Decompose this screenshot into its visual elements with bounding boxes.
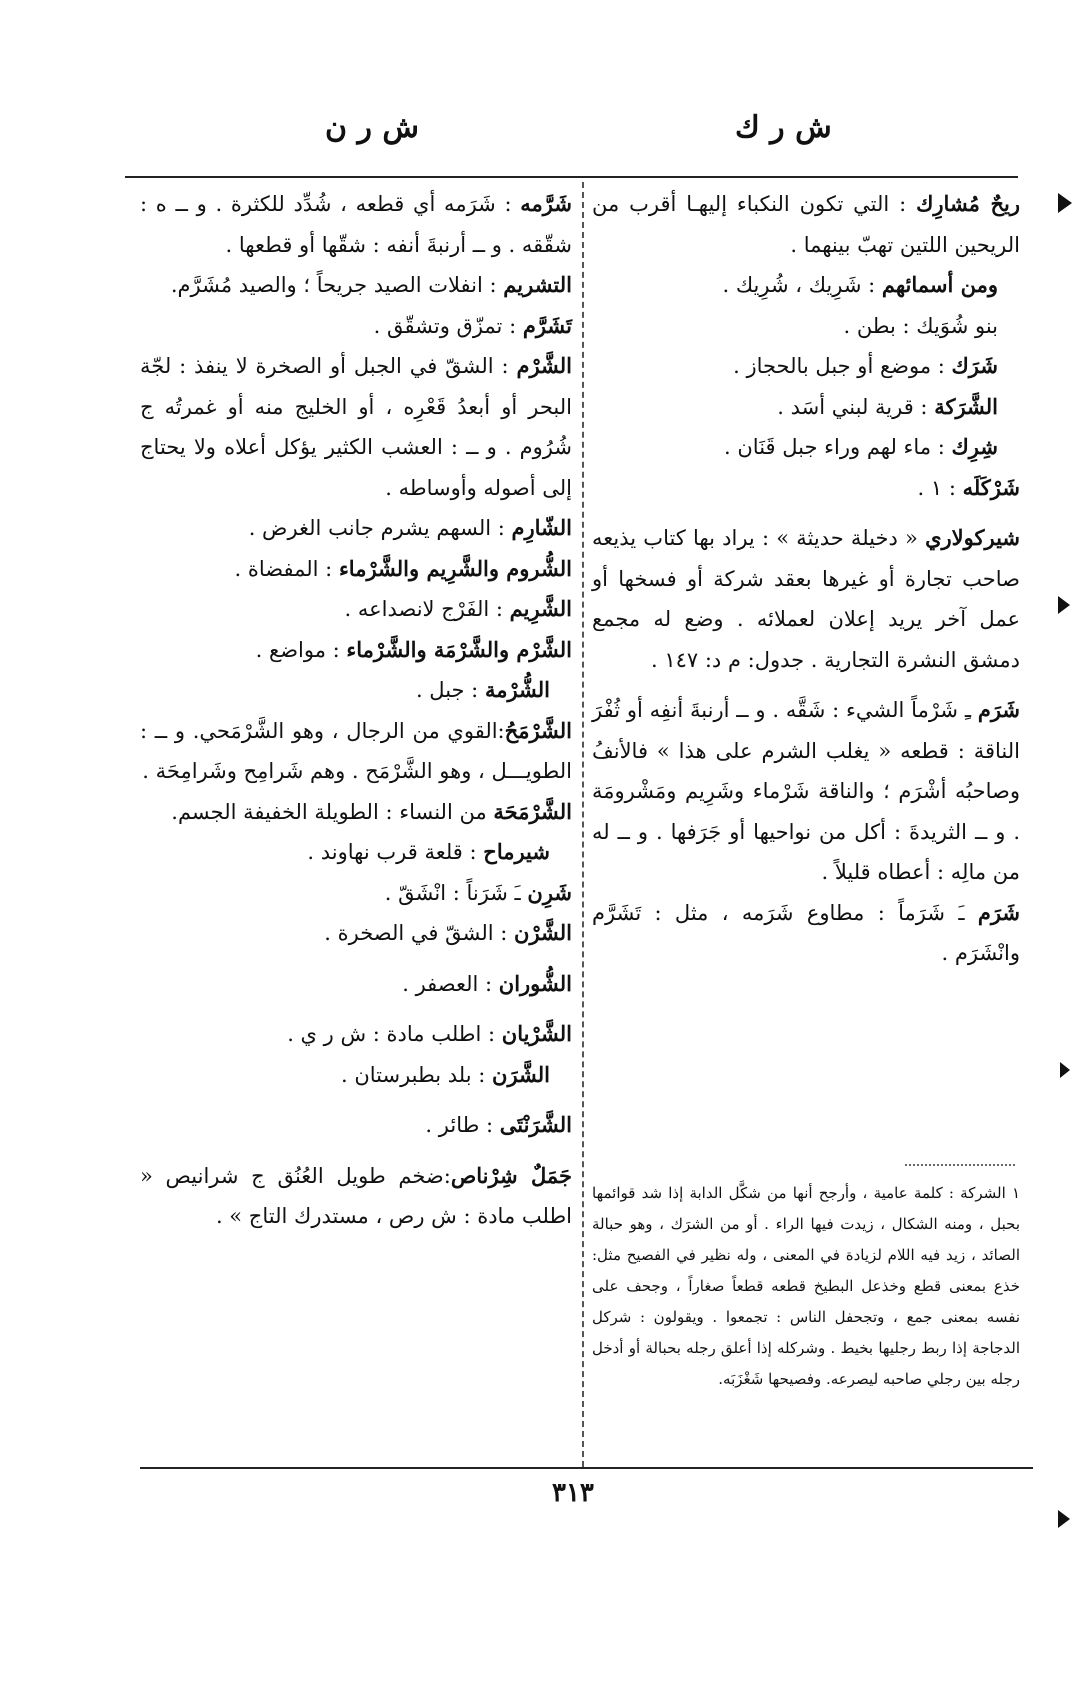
entry-text: بنو شُوَيك : بطن . — [843, 313, 998, 338]
bottom-rule — [140, 1467, 1033, 1469]
entry — [140, 711, 572, 792]
margin-mark — [1058, 1510, 1070, 1528]
margin-mark — [1060, 1062, 1070, 1078]
page-number: ٣١٣ — [552, 1478, 594, 1508]
entry-text: : تمزّق وتشقّق . — [373, 313, 523, 338]
entry-head: شَرَّمه — [520, 191, 572, 216]
entry-text: من النساء : الطويلة الخفيفة الجسم. — [171, 799, 494, 824]
entry-head: الشَّرْمَحُ — [504, 717, 572, 743]
entry-head: الشُّروم والشَّرِيم والشَّرْماء — [338, 555, 572, 581]
entry — [140, 792, 572, 833]
entry-head: شَرَك — [951, 353, 998, 378]
entry-head: الشّارِم — [511, 515, 572, 540]
entry — [592, 468, 1020, 509]
entry-head: شِرِك — [951, 434, 998, 459]
entry-head: الشَّرْن — [514, 920, 572, 945]
running-header-right: ش ر ك — [735, 110, 832, 145]
footnote — [592, 1178, 1020, 1395]
entry-head: شَرِن — [527, 879, 572, 905]
entry — [592, 690, 1020, 893]
entry-text: : طائر . — [425, 1113, 500, 1137]
entry-head: شيركولاري — [925, 525, 1020, 550]
entry — [592, 518, 1020, 680]
entry — [592, 893, 1020, 974]
entry-text: : التي تكون النكباء إليهـا أقرب من الريحين اللتين تهبّ بينهما . — [592, 192, 1020, 257]
entry-text: : الفَرْج لانصداعه . — [344, 597, 510, 621]
entry-head: الشَّرَنْتَى — [499, 1112, 572, 1137]
entry-head: الشَّرْمَحَة — [493, 798, 572, 824]
entry — [592, 387, 1020, 428]
entry — [140, 1156, 572, 1237]
entry-text: : قرية لبني أسَد . — [777, 394, 935, 419]
entry-text: ـَ شَرَناً : انْشَقّ . — [384, 880, 528, 905]
entry-head: جَمَلٌ شِرْناص — [450, 1162, 573, 1188]
entry — [140, 184, 572, 265]
entry — [140, 589, 572, 630]
entry — [140, 508, 572, 549]
entry-text: : شَرَمه أي قطعه ، شُدِّد للكثرة . و ــ ه : شقّقه . و ــ أرنبةَ أنفه : شقّها أو قطعها . — [140, 192, 572, 257]
entry — [592, 427, 1020, 468]
entry-head: شَرْكَلَه — [962, 474, 1020, 500]
column-divider — [582, 182, 584, 1467]
entry — [592, 265, 1020, 306]
entry-text: : الشقّ في الجبل أو الصخرة لا ينفذ : لجّة البحر أو أبعدُ قَعْرِه ، أو الخليج منه أو غمرتُه ج شُرُوم . و ــ : العشب الكثير يؤكل أعلاه ولا يحتاج إلى أصوله وأوساطه . — [140, 354, 572, 500]
entry-text: : شَرِيك ، شُرِيك . — [722, 273, 882, 297]
entry-text: : المفضاة . — [234, 556, 339, 581]
entry-text: : قلعة قرب نهاوند . — [307, 840, 484, 864]
entry-text: : مواضع . — [255, 637, 347, 662]
entry — [140, 1055, 572, 1096]
entry — [140, 1014, 572, 1055]
entry-head: ومن أسمائهم — [881, 272, 998, 297]
entry-head: الشَّرْم — [516, 353, 572, 378]
entry — [592, 184, 1020, 265]
entry — [592, 346, 1020, 387]
entry-text: : ماء لهم وراء جبل قَنَان . — [724, 435, 952, 459]
entry-head: الشُّرْمة — [484, 677, 550, 702]
entry-text: : جبل . — [415, 678, 485, 702]
entry — [140, 306, 572, 347]
footnote-rule — [905, 1164, 1015, 1166]
entry-text: « دخيلة حديثة » : يراد بها كتاب يذيعه صاحب تجارة أو غيرها بعقد شركة أو فسخها أو عمل آخر يريد إعلان لعملائه . وضع له مجمع دمشق النشرة التجارية . جدول: م د: ١٤٧ . — [592, 526, 1020, 672]
entry — [140, 913, 572, 954]
entry-head: الشُّوران — [498, 970, 572, 996]
left-column — [140, 184, 572, 1237]
entry-head: ريحٌ مُشارِك — [916, 191, 1020, 216]
entry — [140, 832, 572, 873]
entry-text: : انفلات الصيد جريحاً ؛ والصيد مُشَرَّم. — [170, 273, 504, 297]
running-header-left: ش ر ن — [325, 110, 420, 145]
entry-text: : السهم يشرم جانب الغرض . — [248, 516, 512, 540]
entry-head: الشَّرَكة — [934, 393, 998, 419]
entry-text: ـِ شَرْماً الشيء : شَقَّه . و ــ أرنبةَ أنفِه أو ثُفْرَ الناقة : قطعه « يغلب الشرم على هذا » فالأنفُ وصاحبُه أشْرَم ؛ والناقة شَرْماء وشَرِيم ومَشْرومَة . و ــ الثريدةَ : أكل من نواحيها أو جَرَفها . و ــ له من مالِه : أعطاه قليلاً . — [592, 698, 1020, 884]
entry-head: شيرماح — [483, 839, 550, 864]
entry-head: الشَّرَن — [492, 1061, 550, 1087]
margin-mark — [1058, 193, 1072, 213]
entry-text: : اطلب مادة : ش ر ي . — [287, 1022, 502, 1046]
entry — [140, 346, 572, 508]
entry-text: ـَ شَرَماً : مطاوع شَرَمه ، مثل : تَشَرَّم وانْشَرَم . — [592, 900, 1020, 965]
entry-text: :ضخم طويل العُنُق ج شرانيص « اطلب مادة : ش رص ، مستدرك التاج » . — [140, 1163, 572, 1228]
entry-text: : بلد بطبرستان . — [340, 1062, 493, 1087]
entry-text: : موضع أو جبل بالحجاز . — [733, 354, 952, 378]
right-column — [592, 184, 1020, 974]
entry-head: تَشَرَّم — [522, 312, 572, 338]
entry-head: الشَّرِيم — [509, 596, 572, 621]
entry-head: الشَّرْم والشَّرْمَة والشَّرْماء — [346, 636, 572, 662]
entry — [140, 549, 572, 590]
entry — [140, 670, 572, 711]
entry-head: شَرَم — [977, 899, 1020, 925]
entry-head: الشَّرْيان — [501, 1021, 572, 1046]
top-rule — [125, 176, 1018, 178]
entry-head: التشريم — [503, 272, 572, 297]
entry-text: : الشقّ في الصخرة . — [324, 921, 515, 945]
entry — [140, 630, 572, 671]
entry — [592, 306, 1020, 347]
entry-head: شَرَم — [977, 697, 1020, 722]
entry-text: : ١ . — [917, 475, 963, 500]
entry — [140, 964, 572, 1005]
entry — [140, 1105, 572, 1146]
footnote-text: ١ الشركة : كلمة عامية ، وأرجح أنها من شكَّل الدابة إذا شد قوائمها بحبل ، ومنه الشكال ، زيدت فيها الراء . أو من الشرَك ، وهو حبالة الصائد ، زيد فيه اللام لزيادة في المعنى ، وله نظير في الفصيح مثل: خذع بمعنى قطع وخذعل البطيخ قطعه قطعاً صغاراً ، وجحف على نفسه بمعنى جمع ، وتجحفل الناس : تجمعوا . ويقولون : شركل الدجاجة إذا ربط رجليها بخيط . وشركله إذا أعلق رجله بحبالة أو أدخل رجله بين رجلي صاحبه ليصرعه. وفصيحها شَغْزَبَه. — [592, 1184, 1021, 1388]
margin-mark — [1058, 596, 1070, 614]
entry — [140, 265, 572, 306]
entry-text: :القوي من الرجال ، وهو الشَّرْمَحي. و ــ : الطويـــل ، وهو الشَّرْمَح . وهم شَرامِح وشَرامِحَة . — [140, 718, 572, 783]
entry — [140, 873, 572, 914]
entry-text: : العصفر . — [402, 971, 499, 996]
